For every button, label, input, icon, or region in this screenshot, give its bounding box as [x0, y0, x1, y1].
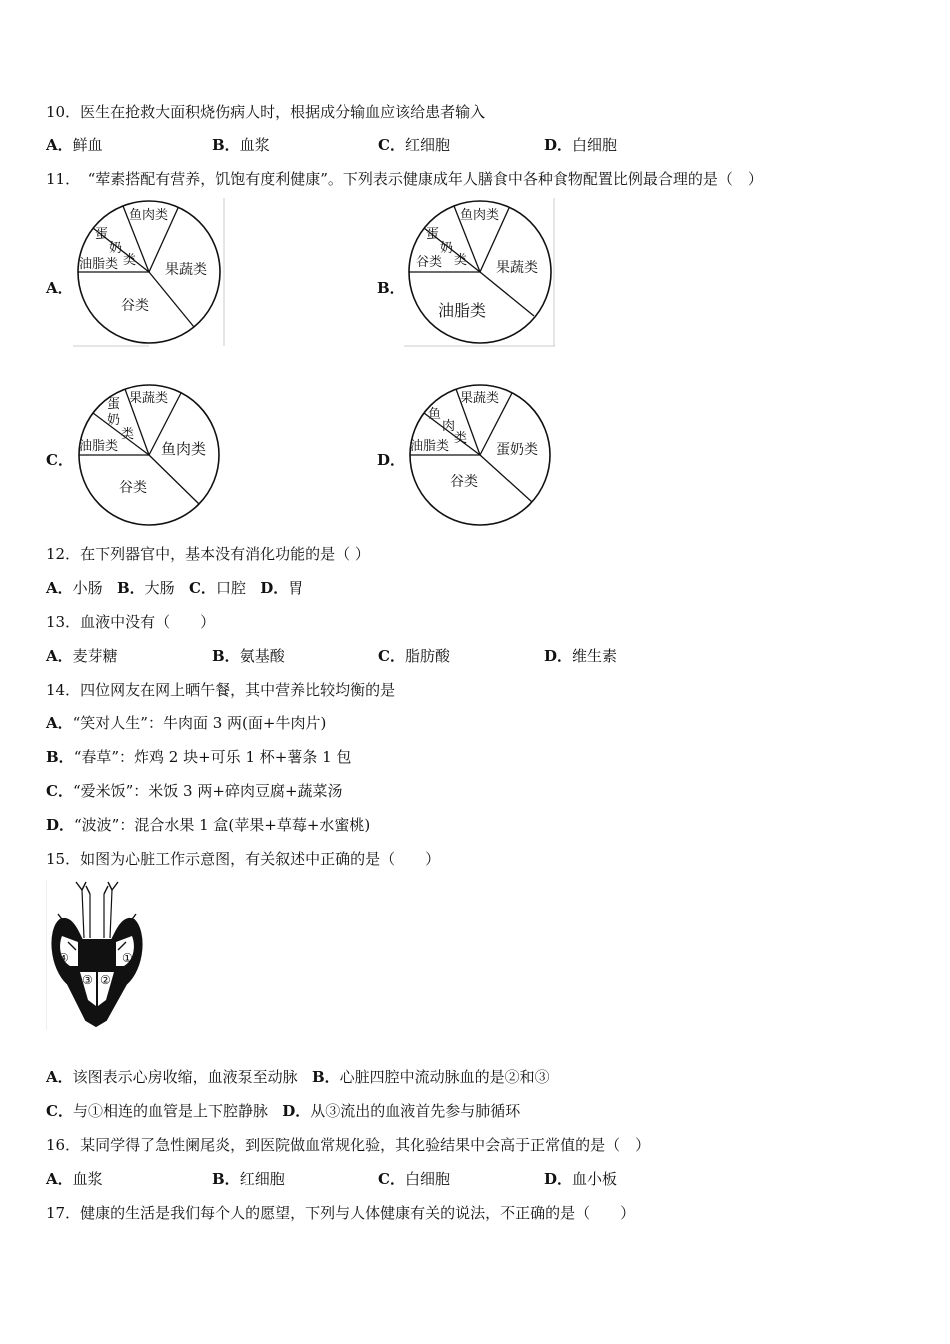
- pie-chart-c[interactable]: [73, 382, 225, 528]
- slice-label: 油脂类: [438, 301, 487, 320]
- q16-option-a[interactable]: A．血浆: [46, 1170, 103, 1188]
- q11-option-a-label[interactable]: A．: [46, 279, 73, 297]
- slice-label: 果蔬类: [496, 260, 538, 276]
- heart-chamber-label: ④: [58, 951, 69, 965]
- q12-option-b[interactable]: B．大肠: [116, 579, 175, 597]
- slice-label: 奶: [440, 241, 454, 256]
- question-11-stem: 11． “荤素搭配有营养，饥饱有度利健康”。下列表示健康成年人膳食中各种食物配置比例最合理的是（ ）: [46, 170, 763, 188]
- pie-chart-b[interactable]: [404, 198, 556, 348]
- question-14-stem: 14．四位网友在网上晒午餐，其中营养比较均衡的是: [46, 681, 396, 699]
- q15-option-c[interactable]: C．与①相连的血管是上下腔静脉: [46, 1102, 268, 1120]
- q12-option-d[interactable]: D．胃: [260, 579, 304, 597]
- q16-option-c[interactable]: C．白细胞: [378, 1170, 450, 1188]
- q15-option-b[interactable]: B．心脏四腔中流动脉血的是②和③: [311, 1068, 550, 1086]
- q14-option-a[interactable]: A．“笑对人生”：牛肉面 3 两(面+牛肉片): [46, 714, 327, 732]
- slice-label: 鱼: [428, 407, 442, 422]
- q16-option-b[interactable]: B．红细胞: [212, 1170, 285, 1188]
- slice-label: 油脂类: [79, 257, 119, 272]
- q11-option-c-label[interactable]: C．: [46, 451, 73, 469]
- slice-label: 类: [454, 431, 468, 446]
- q13-option-a[interactable]: A．麦芽糖: [46, 647, 118, 665]
- slice-label: 果蔬类: [165, 262, 207, 278]
- q12-options: [46, 578, 303, 598]
- q10-option-c[interactable]: C．红细胞: [378, 136, 450, 154]
- q13-option-b[interactable]: B．氨基酸: [212, 647, 285, 665]
- slice-label: 类: [123, 253, 137, 268]
- slice-label: 肉: [442, 419, 456, 434]
- slice-label: 鱼肉类: [161, 440, 207, 458]
- slice-label: 果蔬类: [460, 391, 500, 406]
- slice-label: 谷类: [119, 480, 147, 496]
- slice-label: 谷类: [450, 474, 478, 490]
- q13-option-d[interactable]: D．维生素: [544, 647, 618, 665]
- question-17-stem: 17．健康的生活是我们每个人的愿望，下列与人体健康有关的说法，不正确的是（ ）: [46, 1204, 636, 1222]
- q11-option-d-label[interactable]: D．: [377, 451, 406, 469]
- q15-options-row2: [46, 1101, 520, 1121]
- heart-chamber-label: ②: [100, 973, 111, 987]
- q14-option-b[interactable]: B．“春草”：炸鸡 2 块+可乐 1 杯+薯条 1 包: [46, 748, 352, 766]
- pie-chart-a[interactable]: [73, 198, 225, 348]
- q10-option-a[interactable]: A．鲜血: [46, 136, 103, 154]
- q12-option-a[interactable]: A．小肠: [46, 579, 103, 597]
- question-15-stem: 15．如图为心脏工作示意图，有关叙述中正确的是（ ）: [46, 850, 441, 868]
- q10-option-b[interactable]: B．血浆: [212, 136, 270, 154]
- slice-label: 蛋: [107, 397, 121, 412]
- question-16-stem: 16．某同学得了急性阑尾炎，到医院做血常规化验，其化验结果中会高于正常值的是（ ）: [46, 1136, 651, 1154]
- q10-option-d[interactable]: D．白细胞: [544, 136, 618, 154]
- q15-option-a[interactable]: A．该图表示心房收缩，血液泵至动脉: [46, 1068, 298, 1086]
- slice-label: 蛋: [95, 227, 109, 242]
- slice-label: 蛋: [426, 227, 440, 242]
- slice-label: 果蔬类: [129, 391, 169, 406]
- heart-chamber-label: ③: [82, 973, 93, 987]
- slice-label: 类: [454, 253, 468, 268]
- q15-option-d[interactable]: D．从③流出的血液首先参与肺循环: [282, 1102, 521, 1120]
- q13-option-c[interactable]: C．脂肪酸: [378, 647, 450, 665]
- slice-label: 奶: [109, 241, 123, 256]
- question-13-stem: 13．血液中没有（ ）: [46, 613, 216, 631]
- slice-label: 蛋奶类: [496, 442, 538, 458]
- question-10-stem: 10．医生在抢救大面积烧伤病人时，根据成分输血应该给患者输入: [46, 103, 486, 121]
- slice-label: 奶: [107, 413, 121, 428]
- pie-chart-d[interactable]: [404, 382, 556, 528]
- slice-label: 谷类: [416, 255, 443, 270]
- slice-label: 鱼肉类: [129, 208, 169, 223]
- q11-option-b-label[interactable]: B．: [377, 279, 405, 297]
- heart-diagram: [46, 880, 150, 1032]
- slice-label: 类: [121, 427, 135, 442]
- slice-label: 油脂类: [410, 439, 450, 454]
- slice-label: 鱼肉类: [460, 208, 500, 223]
- q12-option-c[interactable]: C．口腔: [188, 579, 246, 597]
- slice-label: 谷类: [121, 298, 149, 314]
- question-12-stem: 12．在下列器官中，基本没有消化功能的是（ ）: [46, 545, 370, 563]
- q16-option-d[interactable]: D．血小板: [544, 1170, 618, 1188]
- q15-options-row1: [46, 1067, 550, 1087]
- heart-chamber-label: ①: [122, 951, 133, 965]
- q14-option-d[interactable]: D．“波波”：混合水果 1 盒(苹果+草莓+水蜜桃): [46, 816, 371, 834]
- slice-label: 油脂类: [79, 439, 119, 454]
- q14-option-c[interactable]: C．“爱米饭”：米饭 3 两+碎肉豆腐+蔬菜汤: [46, 782, 343, 800]
